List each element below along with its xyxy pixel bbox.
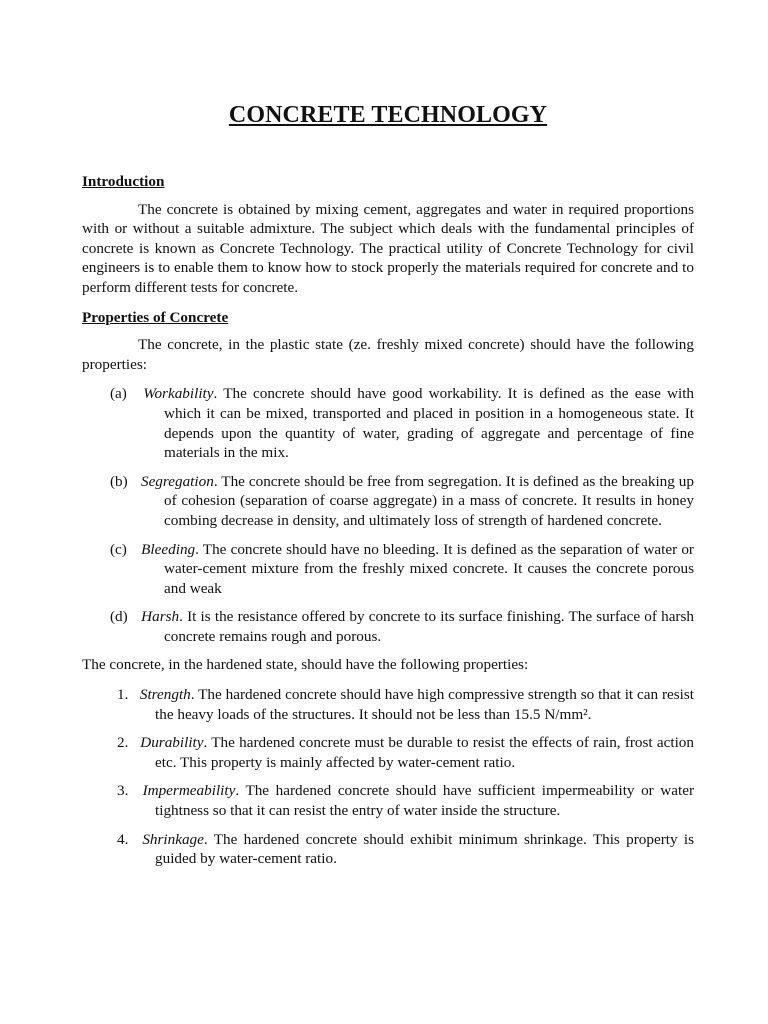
document-page (82, 100, 694, 878)
property-term: Strength (139, 686, 191, 704)
hardened-state-intro: The concrete, in the hardened state, should have the following properties: (82, 656, 529, 674)
document-title: CONCRETE TECHNOLOGY (228, 102, 548, 128)
introduction-heading: Introduction (82, 173, 165, 190)
list-item-impermeability: 3. Impermeability. The hardened concrete should have sufficient impermeability or water tightness so that it can resist the entry of water inside the structure. (117, 782, 695, 820)
property-description: . The hardened concrete must be durable to resist the effects of rain, frost action etc. This property is mainly affected by water-cement ratio. (155, 734, 694, 771)
property-description: . The concrete should have no bleeding. It is defined as the separation of water or water-cement mixture from the freshly mixed concrete. It causes the concrete porous and weak (164, 540, 694, 597)
property-term: Impermeability (142, 782, 236, 800)
property-term: Shrinkage (142, 830, 204, 848)
property-term: Bleeding (141, 540, 196, 558)
property-term: Segregation (140, 472, 214, 490)
property-description: . The concrete should have good workability. It is defined as the ease with which it can be mixed, transported and placed in position in a homogeneous state. It depends upon the quantity of water, grading of aggregate and percentage of fine materials in the mix. (164, 385, 695, 462)
list-item-durability: 2. Durability. The hardened concrete must be durable to resist the effects of rain, frost action etc. This property is mainly affected by water-cement ratio. (117, 734, 694, 771)
plastic-properties-list (82, 384, 694, 646)
list-item-segregation: (b) Segregation. The concrete should be free from segregation. It is defined as the breaking up of cohesion (separation of coarse aggregate) in a mass of concrete. It results in honey combing decrease in density, and ultimately loss of strength of hardened concrete. (110, 472, 694, 529)
list-item-harsh: (d) Harsh. It is the resistance offered by concrete to its surface finishing. The surface of harsh concrete remains rough and porous. (110, 608, 694, 645)
property-description: . The hardened concrete should have sufficient impermeability or water tightness so that it can resist the entry of water inside the structure. (155, 782, 695, 820)
properties-heading: Properties of Concrete (82, 308, 229, 326)
list-item-bleeding: (c) Bleeding. The concrete should have no bleeding. It is defined as the separation of water or water-cement mixture from the freshly mixed concrete. It causes the concrete porous and weak (110, 540, 694, 597)
property-term: Workability (143, 385, 214, 403)
property-term: Durability (140, 734, 204, 752)
list-item-workability: (a) Workability. The concrete should have good workability. It is defined as the ease with which it can be mixed, transported and placed in position in a homogeneous state. It depends upon the quantity of water, grading of aggregate and percentage of fine materials in the mix. (110, 385, 695, 462)
property-term: Harsh (141, 608, 180, 626)
hardened-properties-list (82, 685, 694, 869)
property-description: . The concrete should be free from segregation. It is defined as the breaking up of cohesion (separation of coarse aggregate) in a mass of concrete. It results in honey combing decrease in density, and ultimately loss of strength of hardened concrete. (164, 472, 694, 529)
plastic-state-intro: The concrete, in the plastic state (ze. freshly mixed concrete) should have the following properties: (82, 336, 694, 373)
property-description: . The hardened concrete should exhibit minimum shrinkage. This property is guided by water-cement ratio. (155, 830, 695, 868)
list-item-shrinkage: 4. Shrinkage. The hardened concrete should exhibit minimum shrinkage. This property is guided by water-cement ratio. (117, 830, 695, 868)
property-description: . The hardened concrete should have high compressive strength so that it can resist the heavy loads of the structures. It should not be less than 15.5 N/mm². (155, 686, 694, 723)
list-item-strength: 1. Strength. The hardened concrete should have high compressive strength so that it can resist the heavy loads of the structures. It should not be less than 15.5 N/mm². (117, 686, 694, 723)
property-description: . It is the resistance offered by concrete to its surface finishing. The surface of harsh concrete remains rough and porous. (164, 608, 694, 645)
introduction-paragraph: The concrete is obtained by mixing cement, aggregates and water in required proportions with or without a suitable admixture. The subject which deals with the fundamental principles of concrete is known as Concrete Technology. The practical utility of Concrete Technology for civil engineers is to enable them to know how to stock properly the materials required for concrete and to perform different tests for concrete. (82, 200, 694, 296)
